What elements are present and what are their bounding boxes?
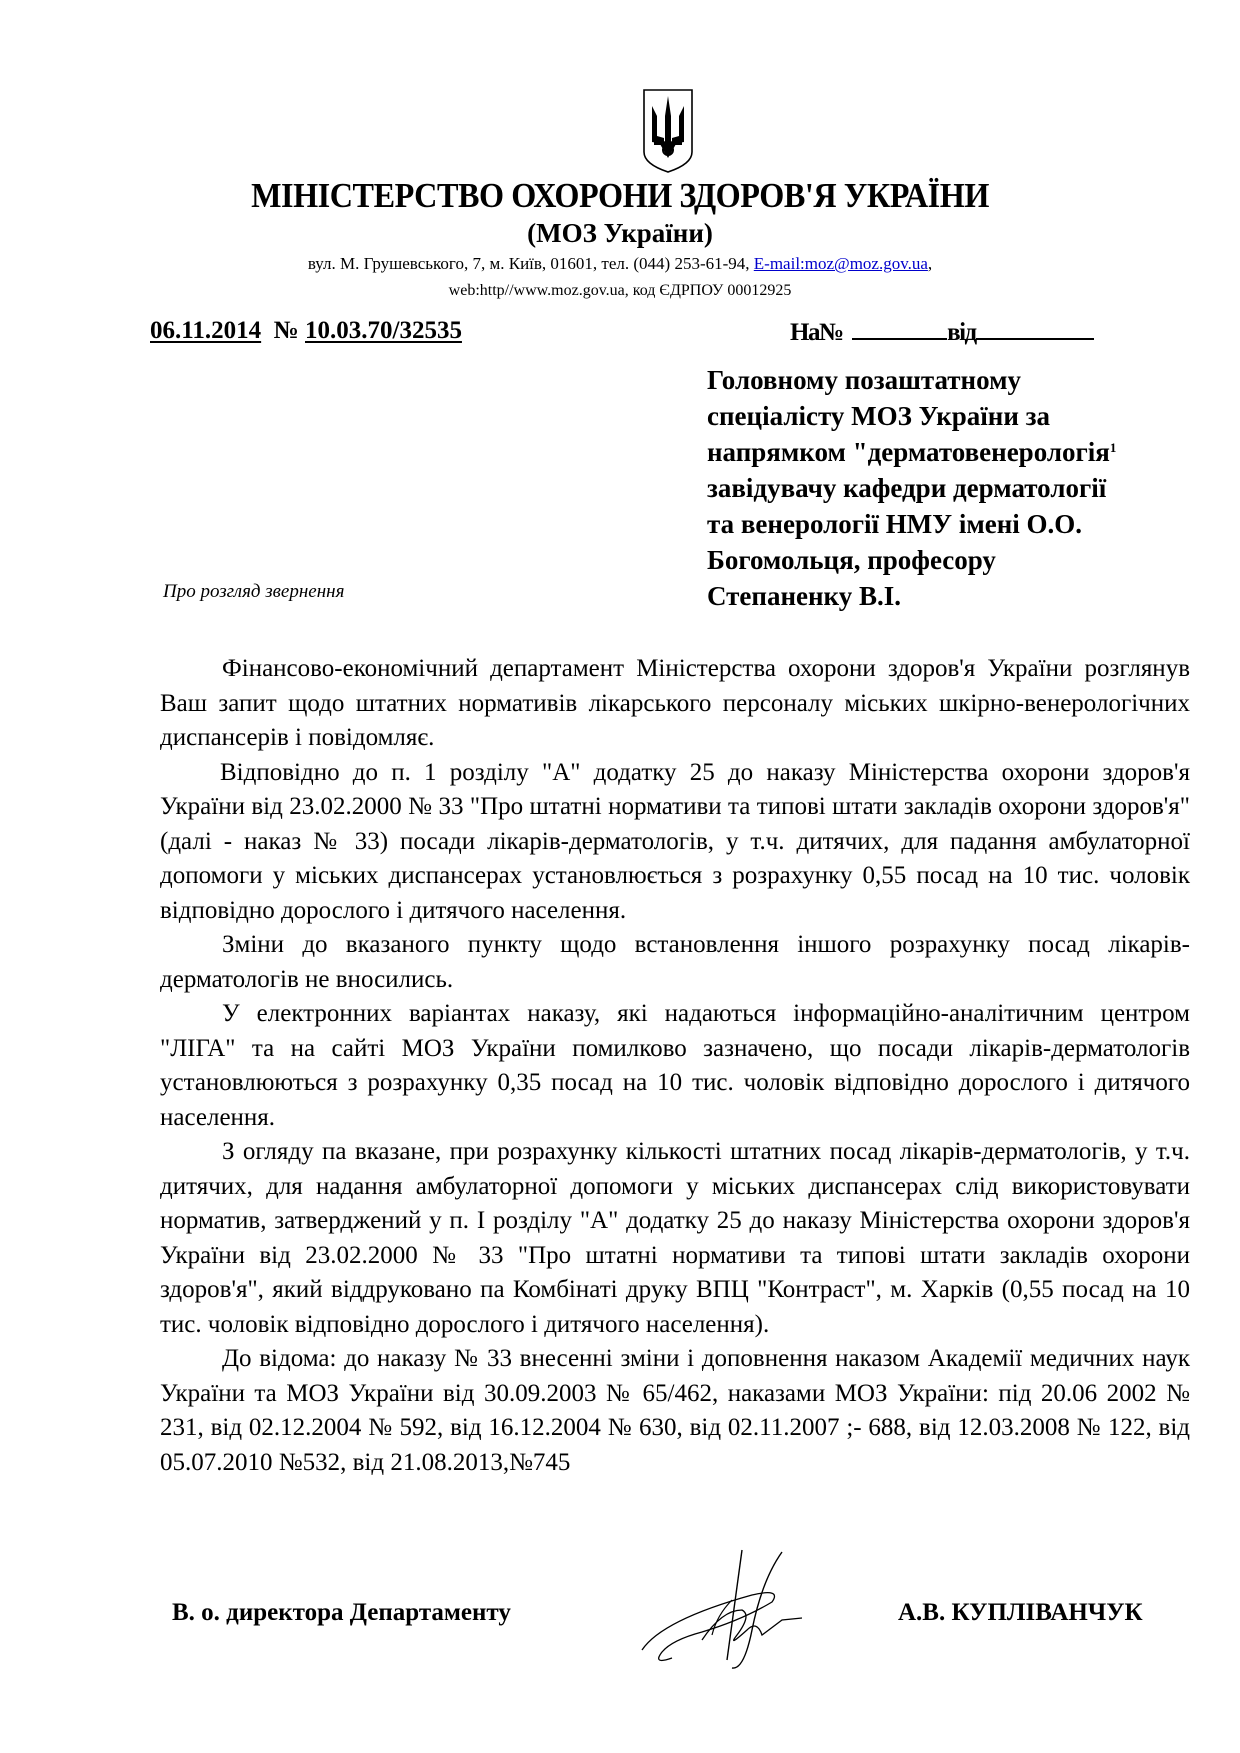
body-paragraph: Відповідно до п. 1 розділу "А" додатку 25 до наказу Міністерства охорони здоров'я України від 23.02.2000 № 33 "Про штатні нормативи та типові штати закладів охорони здоров'я" (далі - наказ № 33) посади лікарів-дерматологів, у т.ч. дитячих, для падання амбулаторної допомоги у міських диспансерах установлюється з розрахунку 0,55 посад на 10 тис. чоловік відповідно дорослого і дитячого населення. <box>160 758 1190 924</box>
addressee-line: та венерології НМУ імені О.О. <box>707 509 1083 539</box>
body-paragraph: Фінансово-економічний департамент Міністерства охорони здоров'я України розглянув Ваш запит щодо штатних нормативів лікарського персоналу міських шкірно-венерологічних диспансерів і повідомляє. <box>160 655 1190 751</box>
ministry-title: МІНІСТЕРСТВО ОХОРОНИ ЗДОРОВ'Я УКРАЇНИ <box>251 176 989 215</box>
letter-body <box>160 652 1190 1480</box>
addressee-line: Степаненку В.І. <box>707 581 901 611</box>
outgoing-reference <box>150 316 462 346</box>
incoming-number-blank <box>852 316 947 340</box>
body-paragraph: У електронних варіантах наказу, які надаються інформаційно-аналітичним центром "ЛІГА" та на сайті МОЗ України помилково зазначено, що посади лікарів-дерматологів установлюються з розрахунку 0,35 посад на 10 тис. чоловік відповідно дорослого і дитячого населення. <box>160 1000 1190 1131</box>
outgoing-date: 06.11.2014 <box>150 317 262 344</box>
addressee-line: Головному позаштатному <box>707 365 1021 395</box>
body-paragraph: Зміни до вказаного пункту щодо встановлення іншого розрахунку посад лікарів-дерматологів не вносились. <box>160 931 1190 993</box>
addressee-block <box>707 362 1157 614</box>
address-line <box>0 253 1240 275</box>
signatory-name: А.В. КУПЛІВАНЧУК <box>898 1599 1143 1626</box>
body-paragraph: До відома: до наказу № 33 внесенні зміни і доповнення наказом Академії медичних наук України та МОЗ України від 30.09.2003 № 65/462, наказами МОЗ України: під 20.06 2002 № 231, від 02.12.2004 № 592, від 16.12.2004 № 630, від 02.11.2007 ;- 688, від 12.03.2008 № 122, від 05.07.2010 №532, від 21.08.2013,№745 <box>160 1345 1190 1476</box>
address-text: вул. М. Грушевського, 7, м. Київ, 01601, тел. (044) 253-61-94, <box>307 254 750 273</box>
addressee-line: завідувачу кафедри дерматології <box>707 473 1107 503</box>
subject-line: Про розгляд звернення <box>163 581 345 602</box>
body-paragraph: З огляду па вказане, при розрахунку кількості штатних посад лікарів-дерматологів, у т.ч. дитячих, для надання амбулаторної допомоги у міських диспансерах слід використовувати норматив, затверджений у п. І розділу "А" додатку 25 до наказу Міністерства охорони здоров'я України від 23.02.2000 № 33 "Про штатні нормативи та типові штати закладів охорони здоров'я", який віддруковано па Комбінаті друку ВПЦ "Контраст", м. Харків (0,55 посад на 10 тис. чоловік відповідно дорослого і дитячого населення). <box>160 1138 1190 1338</box>
signatory-title: В. о. директора Департаменту <box>172 1599 511 1626</box>
addressee-line: Богомольця, професору <box>707 545 996 575</box>
number-sign: № <box>273 317 299 344</box>
handwritten-signature-icon <box>632 1540 832 1690</box>
address-end: , <box>927 254 933 273</box>
incoming-reference <box>790 316 1094 348</box>
incoming-date-label: від <box>947 319 976 346</box>
footnote-mark: 1 <box>1109 440 1117 455</box>
incoming-number-label: На№ <box>790 319 843 346</box>
email-link[interactable]: E-mail:moz@moz.gov.ua <box>753 254 928 273</box>
incoming-date-blank <box>976 316 1094 340</box>
addressee-line: спеціалісту МОЗ України за <box>707 401 1050 431</box>
trident-coat-of-arms-icon <box>640 86 696 176</box>
outgoing-number: 10.03.70/32535 <box>305 317 462 344</box>
web-and-code-line: web:http//www.moz.gov.ua, код ЄДРПОУ 00012925 <box>448 282 792 299</box>
addressee-line: напрямком "дерматовенерологія$^1$ <box>707 437 1117 467</box>
ministry-abbreviation: (МОЗ України) <box>527 218 713 248</box>
signature-block <box>0 1580 1240 1700</box>
